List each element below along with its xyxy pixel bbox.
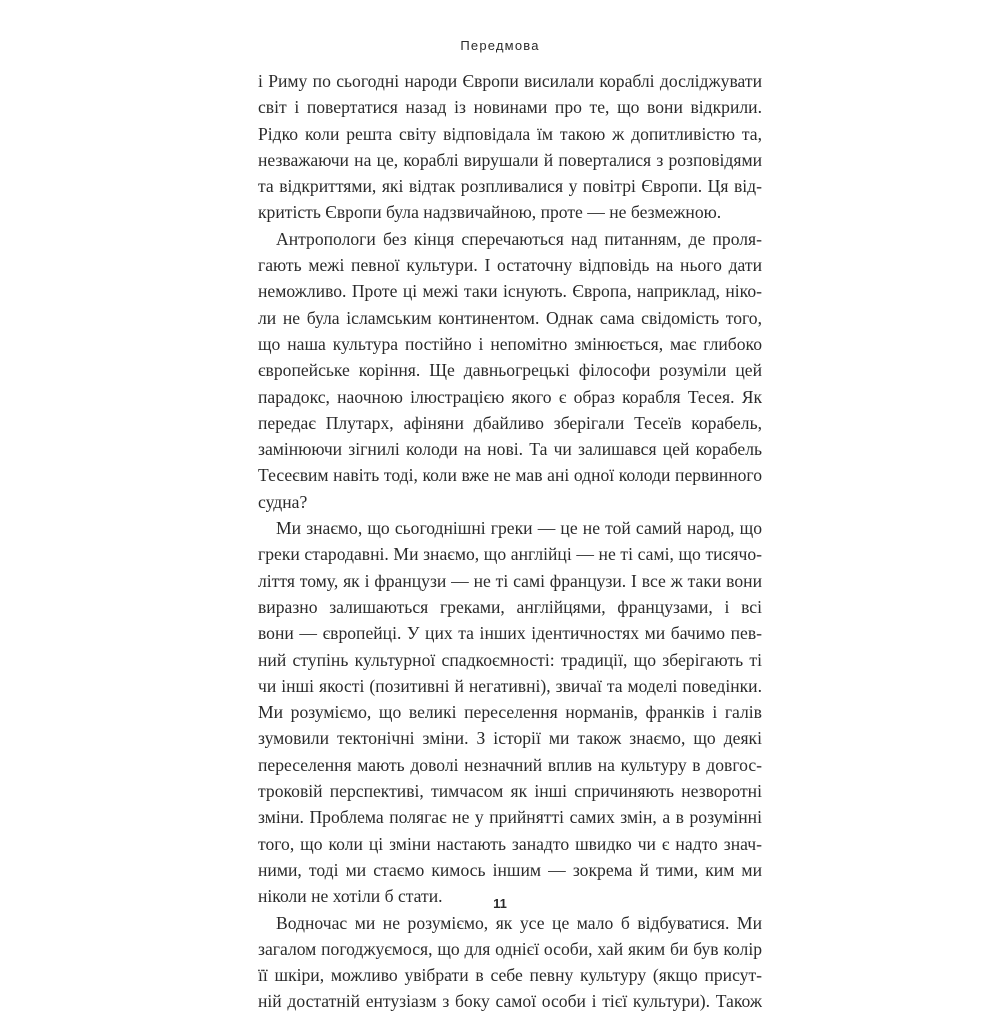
text-line: того, що коли ці зміни настають занадто швидко чи є надто знач- bbox=[258, 833, 762, 854]
text-line: і Риму по сьогодні народи Європи висилали кораблі досліджувати bbox=[258, 71, 762, 91]
text-line: ній достатній ентузіазм з боку самої особи і тієї культури). Також bbox=[258, 991, 762, 1012]
text-line: зумовили тектонічні зміни. З історії ми також знаємо, що деякі bbox=[258, 728, 762, 749]
text-line: європейське коріння. Ще давньогрецькі філософи розуміли цей bbox=[258, 360, 762, 381]
page-number: 11 bbox=[493, 896, 507, 911]
text-line: ний ступінь культурної спадкоємності: традиції, що зберігають ті bbox=[258, 649, 762, 670]
text-line: що наша культура постійно і непомітно змінюється, має глибоко bbox=[258, 333, 762, 354]
text-line: ніколи не хотіли б стати. bbox=[258, 886, 443, 907]
text-line: Тесеєвим навіть тоді, коли вже не мав ані одної колоди первинного bbox=[258, 465, 762, 486]
text-line: гають межі певної культури. І остаточну відповідь на нього дати bbox=[258, 255, 762, 276]
text-line: ними, тоді ми стаємо кимось іншим — зокрема й тими, ким ми bbox=[258, 859, 762, 880]
text-line: критість Європи була надзвичайною, проте — не безмежною. bbox=[258, 202, 722, 223]
text-line: неможливо. Проте ці межі таки існують. Європа, наприклад, ніко- bbox=[258, 281, 762, 302]
text-line: загалом погоджуємося, що для однієї особи, хай яким би був колір bbox=[258, 938, 762, 959]
text-line: троковій перспективі, тимчасом як інші спричиняють незворотні bbox=[258, 781, 762, 802]
body-text bbox=[258, 68, 762, 1015]
text-line: ліття тому, як і французи — не ті самі французи. І все ж таки вони bbox=[258, 570, 762, 591]
text-line: Ми знаємо, що сьогоднішні греки — це не той самий народ, що bbox=[276, 518, 762, 539]
text-line: парадокс, наочною ілюстрацією якого є образ корабля Тесея. Як bbox=[258, 386, 762, 407]
text-line: виразно залишаються греками, англійцями, французами, і всі bbox=[258, 596, 762, 617]
text-line: передає Плутарх, афіняни дбайливо зберігали Тесеїв корабель, bbox=[258, 412, 762, 433]
text-line: вони — європейці. У цих та інших ідентичностях ми бачимо пев- bbox=[258, 623, 762, 644]
text-line: Рідко коли решта світу відповідала їм такою ж допитливістю та, bbox=[258, 123, 762, 144]
text-line: переселення мають доволі незначний вплив на культуру в довгос- bbox=[258, 754, 762, 775]
text-line: Ми розуміємо, що великі переселення норманів, франків і галів bbox=[258, 702, 762, 723]
text-line: світ і повертатися назад із новинами про те, що вони відкрили. bbox=[258, 97, 762, 118]
text-line: Водночас ми не розуміємо, як усе це мало б відбуватися. Ми bbox=[276, 912, 762, 933]
text-line: судна? bbox=[258, 491, 308, 512]
text-line: ли не була ісламським континентом. Однак сама свідомість того, bbox=[258, 307, 762, 328]
running-header: Передмова bbox=[460, 38, 540, 53]
text-line: чи інші якості (позитивні й негативні), звичаї та моделі поведінки. bbox=[258, 675, 762, 696]
text-line: та відкриттями, які відтак розпливалися у повітрі Європи. Ця від- bbox=[258, 176, 762, 197]
text-line: незважаючи на це, кораблі вирушали й поверталися з розповідями bbox=[258, 149, 762, 170]
text-line: її шкіри, можливо увібрати в себе певну культуру (якщо присут- bbox=[258, 965, 762, 986]
text-line: замінюючи зігнилі колоди на нові. Та чи залишався цей корабель bbox=[258, 439, 762, 460]
text-line: зміни. Проблема полягає не у прийнятті самих змін, а в розумінні bbox=[258, 807, 762, 828]
text-line: Антропологи без кінця сперечаються над питанням, де проля- bbox=[276, 228, 762, 249]
text-line: греки стародавні. Ми знаємо, що англійці — не ті самі, що тисячо- bbox=[258, 544, 762, 565]
